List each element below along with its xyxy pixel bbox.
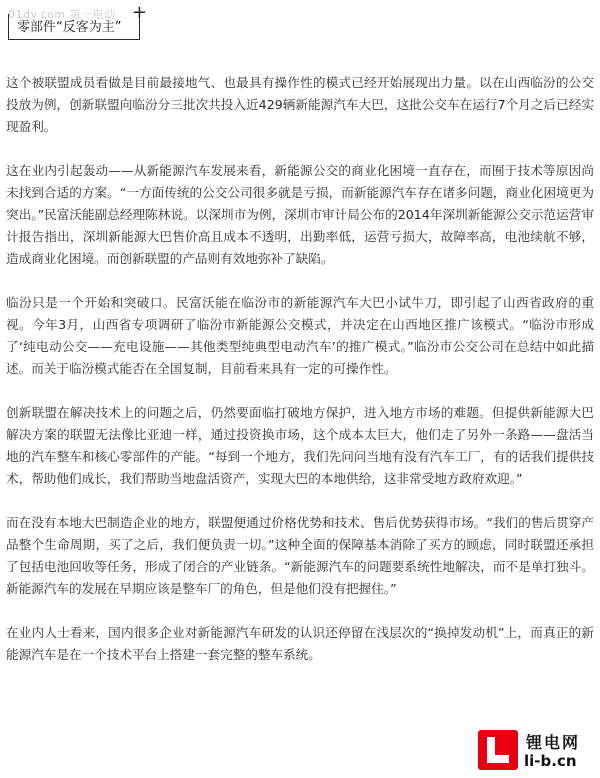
site-watermark: 01dv.com 第一电动 xyxy=(8,8,116,21)
paragraph: 这在业内引起轰动——从新能源汽车发展来看，新能源公交的商业化困境一直存在，而囿于技术等原因尚未找到合适的方案。“一方面传统的公交公司很多就是亏损，而新能源汽车存在诸多问题，商业化困境更为突出。”民富沃能副总经理陈林说。以深圳市为例，深圳市审计局公布的2014年深圳新能源公交示范运营审计报告指出，深圳新能源大巴售价高且成本不透明，出勤率低，运营亏损大，故障率高，电池续航不够，造成商业化困境。而创新联盟的产品则有效地弥补了缺陷。 xyxy=(6,163,594,266)
section-heading: 零部件“反客为主” xyxy=(17,20,122,35)
logo-domain-text: li-b.cn xyxy=(524,752,577,770)
plus-icon: + xyxy=(131,2,147,23)
logo-l-icon xyxy=(478,730,518,770)
paragraph: 而在没有本地大巴制造企业的地方，联盟便通过价格优势和技术、售后优势获得市场。“我们的售后贯穿产品整个生命周期，买了之后，我们便负责一切。”这种全面的保障基本消除了买方的顾虑，同时联盟还承担了包括电池回收等任务，形成了闭合的产业链条。“新能源汽车的问题要系统性地解决，而不是单打独斗。新能源汽车的发展在早期应该是整车厂的角色，但是他们没有把握住。” xyxy=(6,515,594,596)
article-body xyxy=(6,72,594,688)
section-heading-frame xyxy=(8,2,147,40)
logo-chinese-text: 锂电网 xyxy=(526,733,581,752)
paragraph: 这个被联盟成员看做是目前最接地气、也最具有操作性的模式已经开始展现出力量。以在山西临汾的公交投放为例，创新联盟向临汾分三批次共投入近429辆新能源汽车大巴，这批公交车在运行7个月之后已经实现盈利。 xyxy=(6,75,594,134)
paragraph: 在业内人士看来，国内很多企业对新能源汽车研发的认识还停留在浅层次的“换掉发动机”上，而真正的新能源汽车是在一个技术平台上搭建一套完整的整车系统。 xyxy=(6,625,594,662)
paragraph: 临汾只是一个开始和突破口。民富沃能在临汾市的新能源汽车大巴小试牛刀，即引起了山西省政府的重视。今年3月，山西省专项调研了临汾市新能源公交模式，并决定在山西地区推广该模式。“临汾市形成了‘纯电动公交——充电设施——其他类型纯典型电动汽车’的推广模式。”临汾市公交公司在总结中如此描述。而关于临汾模式能否在全国复制，目前看来具有一定的可操作性。 xyxy=(6,295,594,376)
paragraph: 创新联盟在解决技术上的问题之后，仍然要面临打破地方保护，进入地方市场的难题。但提供新能源大巴解决方案的联盟无法像比亚迪一样，通过投资换市场，这个成本太巨大，他们走了另外一条路——盘活当地的汽车整车和核心零部件的产能。“每到一个地方，我们先问问当地有没有汽车工厂，有的话我们提供技术，帮助他们成长，我们帮助当地盘活资产，实现大巴的本地供给，这非常受地方政府欢迎。” xyxy=(6,405,594,486)
site-logo xyxy=(476,726,594,774)
